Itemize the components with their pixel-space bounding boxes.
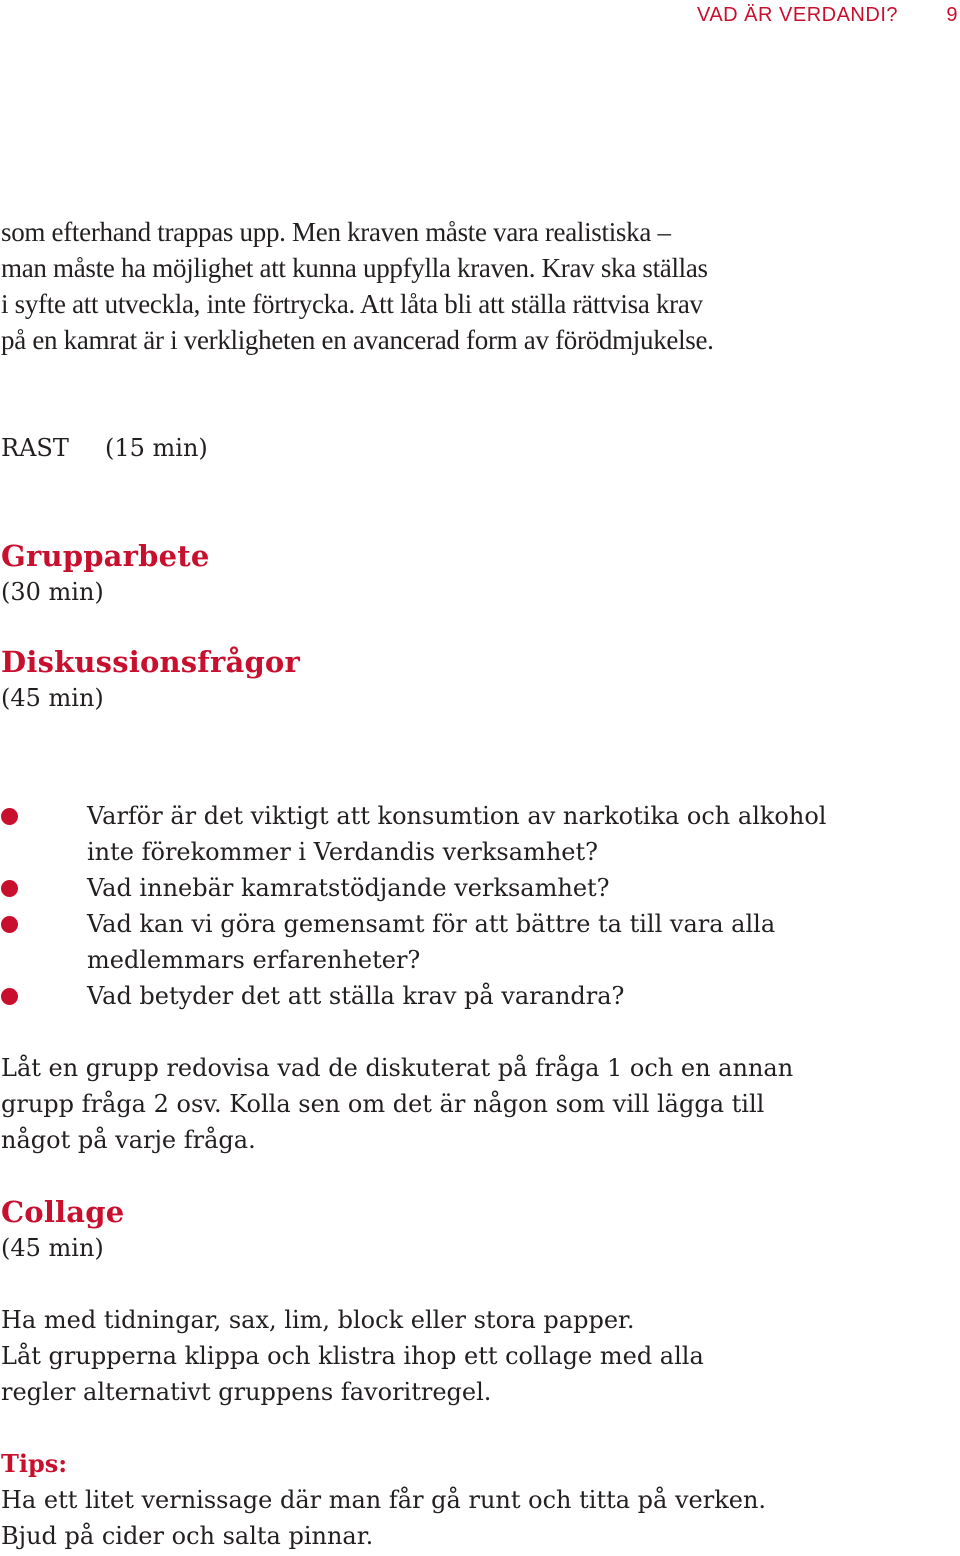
question-text: medlemmars erfarenheter? — [87, 946, 421, 974]
intro-line: man måste ha möjlighet att kunna uppfylla kraven. Krav ska ställas — [1, 253, 708, 283]
page-number: 9 — [946, 4, 958, 26]
question-text: Vad kan vi göra gemensamt för att bättre ta till vara alla — [87, 910, 776, 938]
followup-line: Låt en grupp redovisa vad de diskuterat på fråga 1 och en annan — [1, 1054, 794, 1082]
tips-line: Ha ett litet vernissage där man får gå runt och titta på verken. — [1, 1486, 767, 1514]
intro-line: i syfte att utveckla, inte förtrycka. Att låta bli att ställa rättvisa krav — [1, 289, 703, 319]
question-list — [1, 798, 951, 1014]
question-text: Vad betyder det att ställa krav på varandra? — [87, 982, 625, 1010]
bullet-icon — [1, 988, 18, 1005]
break-duration: (15 min) — [105, 434, 208, 462]
question-text: Vad innebär kamratstödjande verksamhet? — [87, 874, 610, 902]
tips-line: Bjud på cider och salta pinnar. — [1, 1522, 374, 1550]
list-item — [1, 870, 951, 906]
tips-text — [1, 1482, 951, 1554]
bullet-icon — [1, 808, 18, 825]
diskussion-heading: Diskussionsfrågor — [1, 645, 300, 679]
intro-line: som efterhand trappas upp. Men kraven måste vara realistiska – — [1, 217, 671, 247]
question-text: Varför är det viktigt att konsumtion av narkotika och alkohol — [87, 802, 827, 830]
instruction-line: Låt grupperna klippa och klistra ihop ett collage med alla — [1, 1342, 704, 1370]
intro-paragraph — [1, 214, 951, 358]
break-section — [1, 430, 951, 466]
followup-paragraph — [1, 1050, 951, 1158]
break-label: RAST — [1, 434, 69, 462]
followup-line: grupp fråga 2 osv. Kolla sen om det är någon som vill lägga till — [1, 1090, 765, 1118]
grupparbete-duration: (30 min) — [1, 578, 104, 606]
diskussion-duration: (45 min) — [1, 684, 104, 712]
list-item — [1, 906, 951, 978]
bullet-icon — [1, 880, 18, 897]
list-item — [1, 978, 951, 1014]
header-title: VAD ÄR VERDANDI? — [696, 4, 898, 26]
bullet-icon — [1, 916, 18, 933]
tips-label: Tips: — [1, 1449, 68, 1478]
running-header — [0, 4, 960, 27]
instruction-line: regler alternativt gruppens favoritregel. — [1, 1378, 492, 1406]
intro-line: på en kamrat är i verkligheten en avancerad form av förödmjukelse. — [1, 325, 714, 355]
question-text: inte förekommer i Verdandis verksamhet? — [87, 838, 598, 866]
list-item — [1, 798, 951, 870]
followup-line: något på varje fråga. — [1, 1126, 256, 1154]
instruction-line: Ha med tidningar, sax, lim, block eller stora papper. — [1, 1306, 635, 1334]
collage-heading: Collage — [1, 1195, 125, 1229]
page-content — [1, 214, 951, 1554]
collage-instructions — [1, 1302, 951, 1410]
grupparbete-heading: Grupparbete — [1, 539, 210, 573]
collage-duration: (45 min) — [1, 1234, 104, 1262]
